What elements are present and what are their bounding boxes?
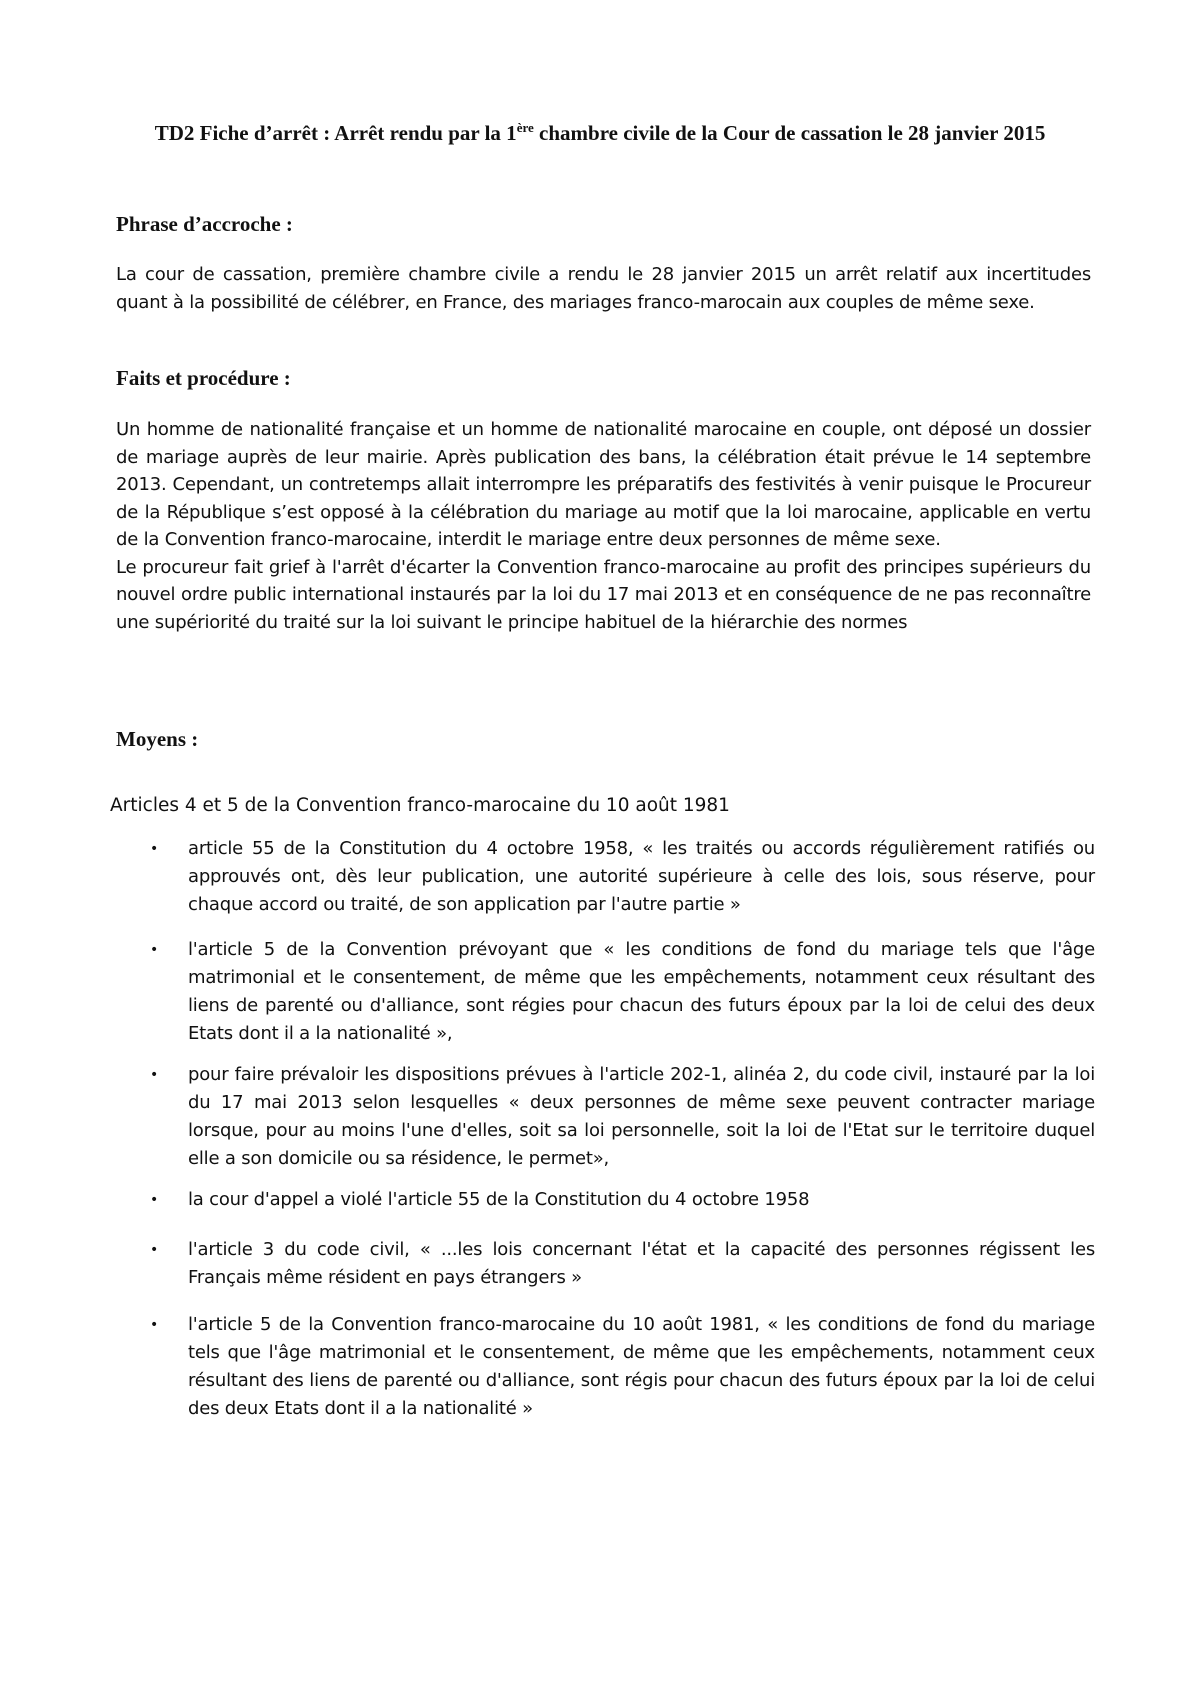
moyens-bullet (150, 1311, 1095, 1423)
faits-paragraph-1: Un homme de nationalité française et un homme de nationalité marocaine en couple, ont déposé un dossier de mariage auprès de leur mairie. Après publication des bans, la célébration était prévue le 14 septembre 2013. Cependant, un contretemps allait interrompre les préparatifs des festivités à venir puisque le Procureur de la République s’est opposé à la célébration du mariage au motif que la loi marocaine, applicable en vertu de la Convention franco-marocaine, interdit le mariage entre deux personnes de même sexe. (116, 419, 1091, 550)
moyens-bullet (150, 1061, 1095, 1173)
moyens-heading: Moyens : (116, 727, 199, 751)
accroche-paragraph (116, 261, 1091, 316)
bullet-text: l'article 5 de la Convention prévoyant que « les conditions de fond du mariage tels que l'âge matrimonial et le consentement, de même que les empêchements, notamment ceux résultant des liens de parenté ou d'alliance, sont régies pour chacun des futurs époux par la loi de celui des deux Etats dont il a la nationalité », (188, 939, 1095, 1044)
bullet-dot: • (150, 841, 159, 857)
bullet-text: l'article 5 de la Convention franco-marocaine du 10 août 1981, « les conditions de fond du mariage tels que l'âge matrimonial et le consentement, de même que les empêchements, notamment ceux résultant des liens de parenté ou d'alliance, sont régis pour chacun des futurs époux par la loi de celui des deux Etats dont il a la nationalité » (188, 1314, 1095, 1419)
title-superscript: ère (516, 120, 534, 135)
document-title (120, 118, 1080, 148)
bullet-text: l'article 3 du code civil, « ...les lois concernant l'état et la capacité des personnes régissent les Français même résident en pays étrangers » (188, 1239, 1095, 1288)
bullet-dot: • (150, 942, 159, 958)
accroche-text: La cour de cassation, première chambre civile a rendu le 28 janvier 2015 un arrêt relatif aux incertitudes quant à la possibilité de célébrer, en France, des mariages franco-marocain aux couples de même sexe. (116, 264, 1091, 313)
accroche-heading: Phrase d’accroche : (116, 212, 293, 236)
moyens-bullet (150, 835, 1095, 919)
bullet-text: article 55 de la Constitution du 4 octobre 1958, « les traités ou accords régulièrement ratifiés ou approuvés ont, dès leur publication, une autorité supérieure à celle des lois, sous réserve, pour chaque accord ou traité, de son application par l'autre partie » (188, 838, 1095, 915)
bullet-dot: • (150, 1242, 159, 1258)
faits-heading: Faits et procédure : (116, 366, 291, 390)
moyens-bullet (150, 1186, 1095, 1214)
faits-paragraph-2: Le procureur fait grief à l'arrêt d'écarter la Convention franco-marocaine au profit des principes supérieurs du nouvel ordre public international instaurés par la loi du 17 mai 2013 et en conséquence de ne pas reconnaître une supériorité du traité sur la loi suivant le principe habituel de la hiérarchie des normes (116, 556, 1091, 633)
bullet-dot: • (150, 1067, 159, 1083)
moyens-bullet (150, 936, 1095, 1048)
moyens-bullet (150, 1236, 1095, 1292)
faits-paragraphs (116, 416, 1091, 636)
title-prefix: TD2 Fiche d’arrêt : Arrêt rendu par la 1 (154, 121, 517, 145)
bullet-dot: • (150, 1317, 159, 1333)
moyens-intro: Articles 4 et 5 de la Convention franco-marocaine du 10 août 1981 (110, 795, 730, 816)
title-suffix: chambre civile de la Cour de cassation le 28 janvier 2015 (533, 121, 1046, 145)
bullet-dot: • (150, 1192, 159, 1208)
bullet-text: la cour d'appel a violé l'article 55 de la Constitution du 4 octobre 1958 (188, 1189, 810, 1210)
bullet-text: pour faire prévaloir les dispositions prévues à l'article 202-1, alinéa 2, du code civil, instauré par la loi du 17 mai 2013 selon lesquelles « deux personnes de même sexe peuvent contracter mariage lorsque, pour au moins l'une d'elles, soit sa loi personnelle, soit la loi de l'Etat sur le territoire duquel elle a son domicile ou sa résidence, le permet», (188, 1064, 1095, 1169)
